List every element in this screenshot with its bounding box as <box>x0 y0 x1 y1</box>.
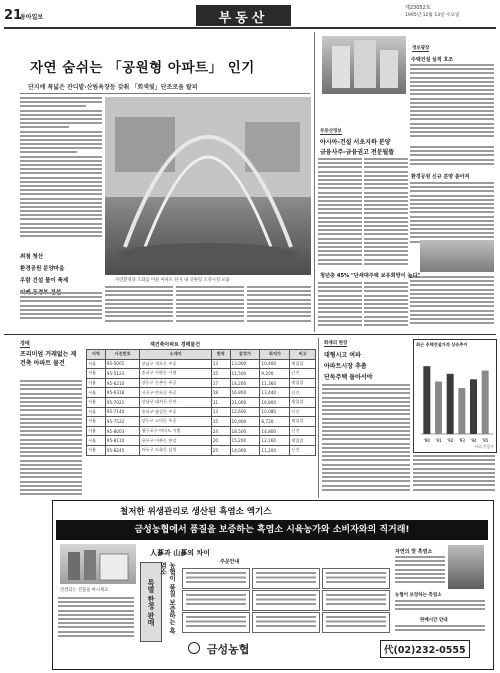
ad-info-text <box>256 594 316 607</box>
table-cell: 14,000 <box>230 445 260 455</box>
table-cell: 서울 <box>87 426 106 436</box>
table-row <box>87 445 316 455</box>
ad-info-cell <box>252 568 320 589</box>
chart-title: 최근 주택건설가격 상승추이 <box>416 342 468 347</box>
table-cell: 13,440 <box>260 388 290 398</box>
issue-date: 1995년 12월 13일 수요일 <box>405 13 460 18</box>
table-header: 최저가 <box>260 350 290 360</box>
table-header-row <box>87 350 316 360</box>
masthead-rule <box>4 27 496 29</box>
ad-info-text <box>326 616 386 629</box>
ad-info-cell <box>182 590 250 611</box>
table-cell: 95-8003 <box>105 426 140 436</box>
chart-bar <box>458 388 465 434</box>
ad-slogan-text: 금성농협에서 품질을 보증하는 흑염소 시육농가와 소비자와의 직거래! <box>134 525 410 535</box>
lead-sidebar <box>20 252 100 296</box>
table-cell: 재입찰 <box>290 417 316 427</box>
table-cell: 31 <box>211 397 230 407</box>
feature-tag: 화제의 현장 <box>324 341 348 346</box>
table-cell: 14,200 <box>230 378 260 388</box>
ad-info-text <box>256 616 316 629</box>
chart-tick-label: '90 <box>423 438 430 443</box>
lead-col-2 <box>105 286 173 326</box>
middle-stat-headline: 청년층 45% "단세대주택 보유희망이 높다" <box>320 273 421 279</box>
ad-sales-hours: 판매시간 안내 <box>420 618 448 623</box>
table-cell: 서초구 반포동 주공 <box>140 388 211 398</box>
table-cell: 재입찰 <box>290 397 316 407</box>
right-col-text-1 <box>410 64 494 144</box>
ad-sub: 人蔘과 山蔘의 차이 <box>150 548 210 557</box>
ad-portrait <box>448 545 484 589</box>
ad-vertical-banner-text: 특별 한정 판매 <box>147 578 155 626</box>
ad-info-text <box>186 616 246 629</box>
chart-tick-label: '92 <box>447 438 454 443</box>
chart-source: 자료:건설부 <box>474 444 494 449</box>
right-column-tag: 정보광장 <box>412 46 430 51</box>
table-cell: 16,800 <box>230 388 260 398</box>
feature-headline-3: 단독주택 돌아서야 <box>324 374 373 381</box>
table-cell: 마포구 도화동 삼성 <box>140 445 211 455</box>
table-cell: 15 <box>211 369 230 379</box>
table-cell: 서울 <box>87 436 106 446</box>
table-cell: 95-7522 <box>105 417 140 427</box>
table-cell: 서울 <box>87 369 106 379</box>
chart-tick-label: '93 <box>458 438 465 443</box>
table-cell: 8,720 <box>260 417 290 427</box>
chart-bar <box>447 374 454 434</box>
section-rule <box>4 334 496 335</box>
table-cell: 21,000 <box>230 397 260 407</box>
chart-bar <box>423 366 430 434</box>
ad-info-cell <box>322 612 390 633</box>
lead-col-1 <box>20 97 102 247</box>
page-number: 21 <box>4 8 23 23</box>
ad-side-subtitle: 농협이 보장하는 흑염소 <box>395 593 442 598</box>
table-cell: 95-7021 <box>105 397 140 407</box>
table-cell: 14,800 <box>260 426 290 436</box>
fountain-illustration <box>105 97 311 275</box>
table-cell: 10,080 <box>260 407 290 417</box>
lead-photo-caption: 자연환경과 조화를 이룬 아파트 단지 내 공원형 조경시설 모습 <box>115 278 230 283</box>
table-row <box>87 417 316 427</box>
sidebar-line: 최첨 청산 <box>20 254 44 260</box>
middle-col-3 <box>318 282 362 332</box>
table-cell: 95-5001 <box>105 359 140 369</box>
table-cell: 용산구 이촌동 한강 <box>140 436 211 446</box>
table-row <box>87 378 316 388</box>
table-cell: 서울 <box>87 388 106 398</box>
feature-headline-1: 대형시고 여파 <box>324 352 361 359</box>
price-chart <box>415 350 495 446</box>
ad-phone: 代(02)232-0555 <box>380 640 470 658</box>
bottom-column-divider <box>318 338 319 498</box>
ad-slogan <box>56 520 488 540</box>
table-cell: 강남구 대치동 은마 <box>140 397 211 407</box>
table-cell: 15,200 <box>230 436 260 446</box>
ad-product-text <box>58 597 134 643</box>
ad-info-cell <box>182 612 250 633</box>
table-cell: 13,000 <box>230 359 260 369</box>
table-cell: 서울 <box>87 378 106 388</box>
ad-info-cell <box>182 568 250 589</box>
table-cell: 12,160 <box>260 436 290 446</box>
auction-headline: 프리미엄 거래없는 재건축 아파트 물건 <box>20 351 77 367</box>
feature-col-1 <box>322 384 410 496</box>
ad-side-text-2 <box>395 600 485 614</box>
table-cell: 95-5123 <box>105 369 140 379</box>
ad-info-text <box>186 594 246 607</box>
table-row <box>87 436 316 446</box>
table-cell: 송파구 잠실동 주공 <box>140 407 211 417</box>
ad-info-cell <box>252 590 320 611</box>
table-cell: 영등포구 여의도 시범 <box>140 426 211 436</box>
table-cell: 재입찰 <box>290 436 316 446</box>
table-cell: 11,360 <box>260 378 290 388</box>
ad-product-caption: 연결되는 진품을 마시세요 <box>60 588 109 593</box>
lead-col-3 <box>176 286 244 326</box>
ad-headline: 철저한 위생관리로 생산된 흑염소 엑기스 <box>120 507 272 517</box>
table-cell: 신건 <box>290 369 316 379</box>
table-cell: 12,600 <box>230 407 260 417</box>
table-row <box>87 359 316 369</box>
right-column-divider <box>314 32 315 332</box>
lead-col-4 <box>247 286 311 326</box>
middle-story-tag: 부동산정보 <box>320 129 342 134</box>
product-bottles-illustration <box>60 544 136 584</box>
ad-vertical-text-label: 농협이 품질 보증하는 흑염소 <box>159 562 176 634</box>
auction-tag: 경매 <box>20 341 30 347</box>
sidebar-line: 환경공원 분양마을 <box>20 266 65 272</box>
table-cell: 서울 <box>87 445 106 455</box>
ad-brand <box>188 641 249 657</box>
table-cell: 24 <box>211 426 230 436</box>
middle-col-4 <box>364 282 408 332</box>
table-cell: 신건 <box>290 445 316 455</box>
table-header: 사건번호 <box>105 350 140 360</box>
ad-info-text <box>186 572 246 585</box>
table-cell: 13 <box>211 359 230 369</box>
table-cell: 서울 <box>87 397 106 407</box>
table-cell: 강동구 고덕동 주공 <box>140 417 211 427</box>
middle-col-2 <box>364 158 408 268</box>
feature-col-2 <box>413 455 495 497</box>
table-cell: 신건 <box>290 388 316 398</box>
table-cell: 15 <box>211 417 230 427</box>
section-title: 부동산 <box>218 11 269 26</box>
right-photo-2 <box>420 240 494 272</box>
chart-tick-label: '91 <box>435 438 442 443</box>
table-header: 비고 <box>290 350 316 360</box>
lead-headline: 자연 숨쉬는 「공원형 아파트」 인기 <box>30 60 255 76</box>
ad-side-text-3 <box>395 625 485 637</box>
table-cell: 95-6210 <box>105 378 140 388</box>
table-header: 소재지 <box>140 350 211 360</box>
table-header: 지역 <box>87 350 106 360</box>
right-photo <box>322 36 406 94</box>
table-cell: 송파구 가락동 시영 <box>140 369 211 379</box>
ad-info-cell <box>252 612 320 633</box>
lead-photo <box>105 97 311 275</box>
right-col-text-3 <box>410 182 494 247</box>
table-cell: 18,500 <box>230 426 260 436</box>
chart-bar <box>470 379 477 434</box>
table-row <box>87 397 316 407</box>
feature-headline-2: 아파트시장 추춤 <box>324 363 367 370</box>
ad-info-grid <box>182 568 390 634</box>
middle-headline-1: 아시아-건설 서초지하 분양 <box>320 139 391 146</box>
table-cell: 신건 <box>290 426 316 436</box>
table-cell: 18 <box>211 388 230 398</box>
auction-table <box>86 349 316 456</box>
table-row <box>87 388 316 398</box>
table-cell: 16,800 <box>260 397 290 407</box>
table-cell: 25 <box>211 445 230 455</box>
table-cell: 신건 <box>290 407 316 417</box>
ad-info-text <box>256 572 316 585</box>
table-cell: 95-8110 <box>105 436 140 446</box>
table-cell: 11,200 <box>260 445 290 455</box>
lead-col-1b <box>20 292 102 322</box>
chart-tick-label: '95 <box>482 438 489 443</box>
issue-number: 제23052호 <box>405 5 431 11</box>
lead-rule <box>20 93 310 94</box>
table-cell: 재입찰 <box>290 378 316 388</box>
paper-name: 동아일보 <box>20 14 44 21</box>
right-col-text-2 <box>410 146 494 170</box>
table-cell: 95-6318 <box>105 388 140 398</box>
ad-info-text <box>326 594 386 607</box>
ad-side-title: 자연의 맛 흑염소 <box>395 549 433 555</box>
ad-info-cell <box>322 590 390 611</box>
table-cell: 13 <box>211 407 230 417</box>
table-cell: 11,500 <box>230 369 260 379</box>
middle-col-1 <box>318 158 362 268</box>
table-cell: 강남구 개포동 주공 <box>140 359 211 369</box>
ad-product-photo <box>60 544 136 584</box>
right-headline-2: 환경공원 신규 분양 쏟아져 <box>411 174 470 180</box>
table-row <box>87 369 316 379</box>
table-header: 감정가 <box>230 350 260 360</box>
table-cell: 95-7140 <box>105 407 140 417</box>
table-cell: 서울 <box>87 417 106 427</box>
price-chart-box <box>413 339 497 453</box>
table-cell: 17 <box>211 378 230 388</box>
ad-info-text <box>326 572 386 585</box>
ad-brand-name: 금성농협 <box>206 643 250 656</box>
chart-bar <box>435 381 442 434</box>
building-illustration <box>322 36 406 94</box>
table-header: 면적 <box>211 350 230 360</box>
right-col-text-4 <box>410 276 494 332</box>
table-row <box>87 407 316 417</box>
table-cell: 10,400 <box>260 359 290 369</box>
auction-text <box>20 380 82 498</box>
ad-info-title: 주문안내 <box>220 559 240 565</box>
right-headline-1: 주택건설 실적 호조 <box>411 57 454 63</box>
table-cell: 강동구 둔촌동 주공 <box>140 378 211 388</box>
table-cell: 9,200 <box>260 369 290 379</box>
ad-vertical-text <box>159 562 177 640</box>
chart-bar <box>482 371 489 434</box>
ad-info-cell <box>322 568 390 589</box>
lead-deck: 단지에 폭넓은 잔디밭·산림욕장등 갖춰 「회색빛」단조로움 탈피 <box>28 84 198 91</box>
table-cell: 95-8245 <box>105 445 140 455</box>
table-row <box>87 426 316 436</box>
ad-side-text <box>395 556 445 588</box>
table-cell: 10,900 <box>230 417 260 427</box>
auction-table-title: 재건축아파트 경매물건 <box>150 342 201 348</box>
table-cell: 재입찰 <box>290 359 316 369</box>
table-cell: 20 <box>211 436 230 446</box>
ad-brand-logo-icon <box>188 642 200 654</box>
table-cell: 서울 <box>87 359 106 369</box>
chart-tick-label: '94 <box>470 438 477 443</box>
middle-headline-2: 금융사주-금융권고 전문될뜰 <box>320 149 395 156</box>
table-cell: 서울 <box>87 407 106 417</box>
sidebar-line: 우람 건설 물이 축제 <box>20 278 69 284</box>
